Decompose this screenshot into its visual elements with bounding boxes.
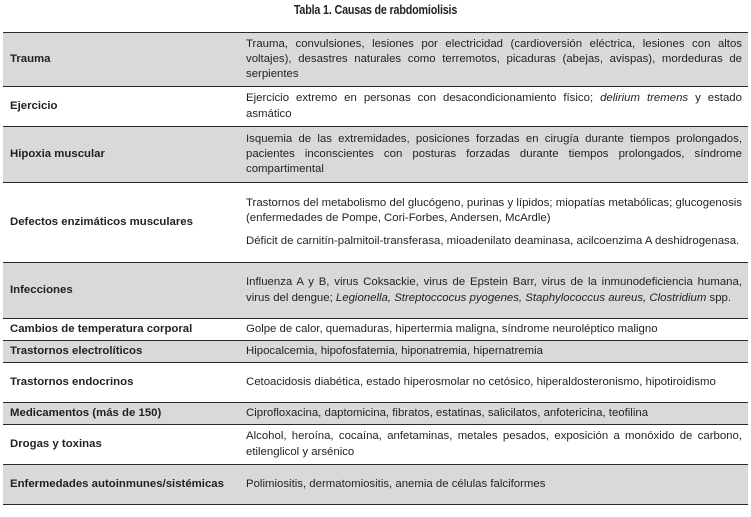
cause-label: Trastornos endocrinos (3, 363, 239, 403)
cause-label: Trauma (3, 33, 239, 87)
table-title: Tabla 1. Causas de rabdomiolisis (293, 3, 458, 17)
table-row (3, 363, 748, 403)
cause-label: Enfermedades autoinmunes/sistémicas (3, 465, 239, 505)
cause-description: Cetoacidosis diabética, estado hiperosmolar no cetósico, hiperaldosteronismo, hipotiroidismo (239, 363, 748, 403)
cause-description: Ejercicio extremo en personas con desacondicionamiento físico; delirium tremens y estado asmático (239, 87, 748, 127)
table-row (3, 263, 748, 319)
cause-description (239, 183, 748, 263)
table-row (3, 465, 748, 505)
table-row (3, 183, 748, 263)
cause-description-part: Trastornos del metabolismo del glucógeno, purinas y lípidos; miopatías metabólicas; glucogenosis (enfermedades de Pompe, Cori-Forbes, Andersen, McArdle) (246, 196, 742, 224)
table-row (3, 425, 748, 465)
cause-description: Influenza A y B, virus Coksackie, virus de Epstein Barr, virus de la inmunodeficiencia humana, virus del dengue; Legionella, Streptoccocus pyogenes, Staphylococcus aureus, Clostridium spp. (239, 263, 748, 319)
cause-label: Cambios de temperatura corporal (3, 319, 239, 341)
table-row (3, 341, 748, 363)
cause-label: Defectos enzimáticos musculares (3, 183, 239, 263)
cause-description: Isquemia de las extremidades, posiciones forzadas en cirugía durante tiempos prolongados, pacientes inconscientes con posturas forzadas durante tiempos prolongados, síndrome compartimental (239, 127, 748, 183)
table-row (3, 87, 748, 127)
causes-table (3, 32, 748, 505)
cause-description: Polimiositis, dermatomiositis, anemia de células falciformes (239, 465, 748, 505)
cause-description: Golpe de calor, quemaduras, hipertermia maligna, síndrome neuroléptico maligno (239, 319, 748, 341)
table-row (3, 319, 748, 341)
cause-description: Alcohol, heroína, cocaína, anfetaminas, metales pesados, exposición a monóxido de carbono, etilenglicol y arsénico (239, 425, 748, 465)
cause-label: Drogas y toxinas (3, 425, 239, 465)
cause-label: Medicamentos (más de 150) (3, 403, 239, 425)
cause-label: Infecciones (3, 263, 239, 319)
table-row (3, 127, 748, 183)
cause-description: Trauma, convulsiones, lesiones por electricidad (cardioversión eléctrica, lesiones con altos voltajes), desastres naturales como terremotos, picaduras (abejas, avispas), mordeduras de serpientes (239, 33, 748, 87)
table-row (3, 403, 748, 425)
cause-description-part: Déficit de carnitín-palmitoil-transferasa, mioadenilato deaminasa, acilcoenzima A deshidrogenasa. (246, 235, 740, 248)
cause-description: Hipocalcemia, hipofosfatemia, hiponatremia, hipernatremia (239, 341, 748, 363)
cause-label: Hipoxia muscular (3, 127, 239, 183)
cause-label: Trastornos electrolíticos (3, 341, 239, 363)
cause-description: Ciprofloxacina, daptomicina, fibratos, estatinas, salicilatos, anfotericina, teofilina (239, 403, 748, 425)
table-row (3, 33, 748, 87)
cause-label: Ejercicio (3, 87, 239, 127)
